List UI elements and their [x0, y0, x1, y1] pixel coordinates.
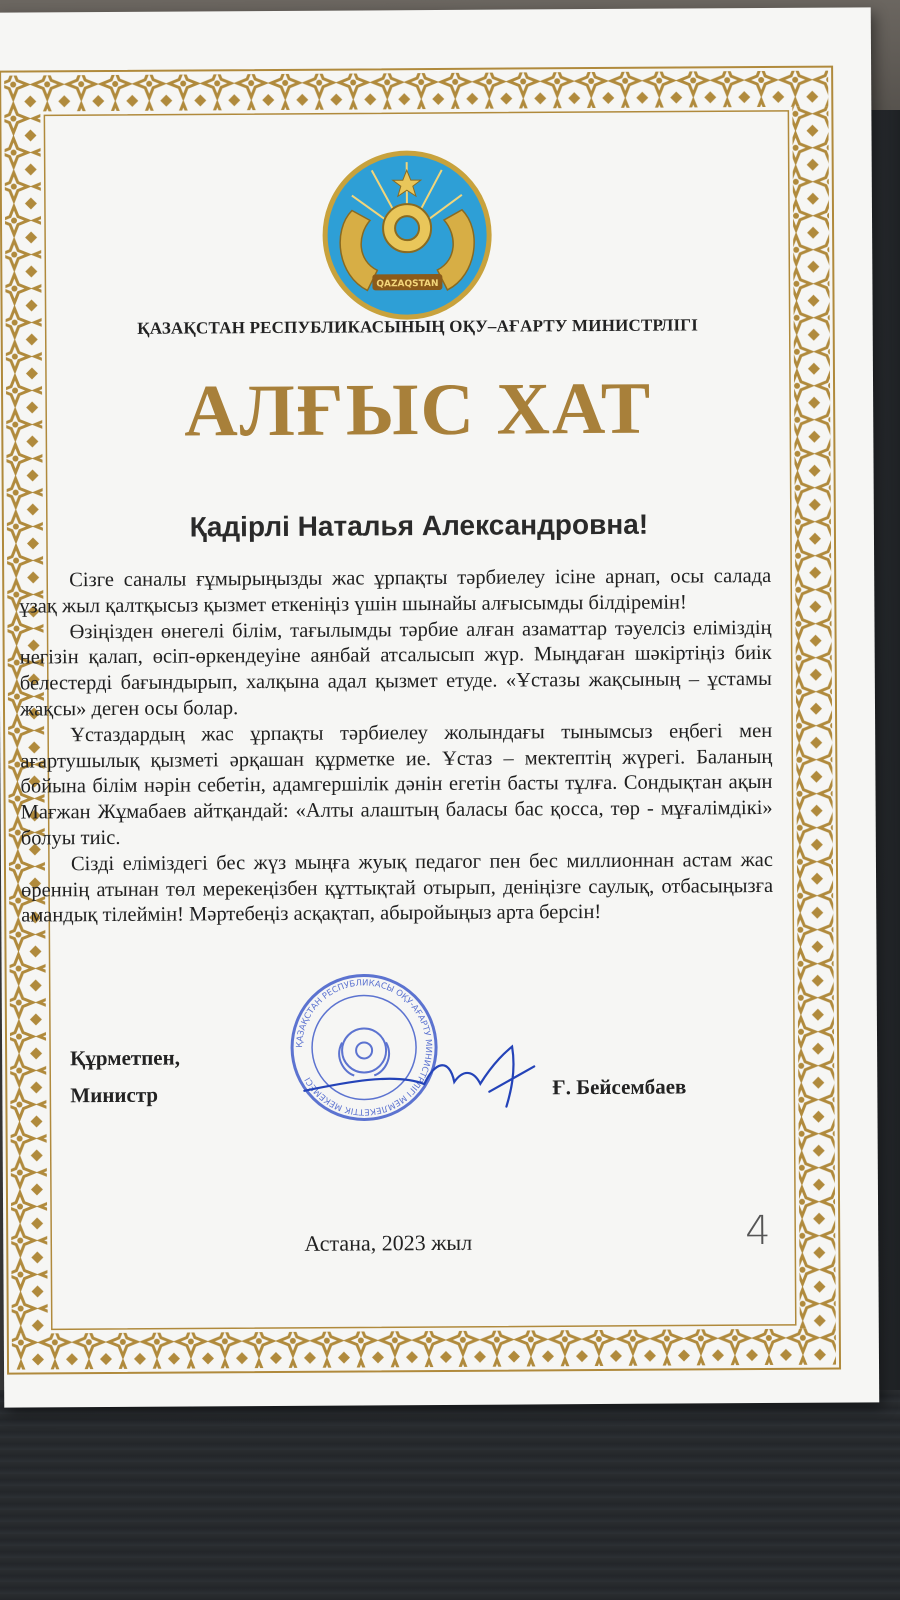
letter-body [19, 564, 773, 930]
closing-block [70, 1040, 180, 1115]
closing-respect: Құрметпен, [70, 1045, 181, 1071]
paragraph-4: Сізді еліміздегі бес жүз мыңға жуық педагог пен бес миллионнан астам жас өреннің атынан төл мерекеңізбен құттықтай отырып, деніңізге саулық, отбасыңызға амандық тілеймін! Мәртебеңіз асқақтап, абыройыңыз арта берсін! [21, 848, 774, 927]
desk-surface [0, 1390, 900, 1600]
place-date: Астана, 2023 жыл [304, 1229, 473, 1256]
salutation: Қадірлі Наталья Александровна! [189, 508, 649, 543]
paragraph-2: Өзіңізден өнегелі білім, тағылымды тәрбие алған азаматтар тәуелсіз еліміздің негізін қалап, өсіп-өркендеуіне аянбай атсалысып жүр. Мыңдаған шәкіртіңіз биік белестерді бағындырып, халқына адал қызмет етуде. «Ұстазы жақсының – ұстамы жақсы» деген осы болар. [19, 616, 772, 721]
paragraph-1: Сізге саналы ғұмырыңызды жас ұрпақты тәрбиелеу ісіне арнап, осы салада ұзақ жыл қалтқысыз қызмет еткеніңіз үшін шынайы алғысымды білдіремін! [19, 564, 772, 618]
official-stamp-and-signature [284, 971, 545, 1123]
svg-text:ҚАЗАҚСТАН РЕСПУБЛИКАСЫ ОҚУ-АҒА: ҚАЗАҚСТАН РЕСПУБЛИКАСЫ ОҚУ-АҒАРТУ МИНИСТРЛІГІ МЕМЛЕКЕТТІК МЕКЕМЕСІ [295, 978, 434, 1117]
svg-text:QAZAQSTAN: QAZAQSTAN [376, 278, 439, 290]
state-emblem-icon [322, 150, 493, 321]
handwritten-page-number: 4 [745, 1207, 771, 1255]
certificate-title: АЛҒЫС ХАТ [183, 367, 653, 453]
paragraph-3: Ұстаздардың жас ұрпақты тәрбиелеу жолындағы тынымсыз еңбегі мен ағартушылық қызметі әрқашан құрметке ие. Ұстаз – мектептің жүрегі. Баланың бойына білім нәрін себетін, адамгершілік дәнін егетін басты тұлға. Сондықтан ақын Мағжан Жұмабаев айтқандай: «Алты алаштың баласы бас қосса, төр - мұғалімдікі» болуы тиіс. [20, 719, 773, 850]
signer-name: Ғ. Бейсембаев [552, 1074, 687, 1100]
signer-position: Министр [70, 1082, 159, 1108]
certificate-sheet [0, 7, 879, 1407]
ministry-name: ҚАЗАҚСТАН РЕСПУБЛИКАСЫНЫҢ ОҚУ–АҒАРТУ МИНИСТРЛІГІ [137, 315, 699, 338]
